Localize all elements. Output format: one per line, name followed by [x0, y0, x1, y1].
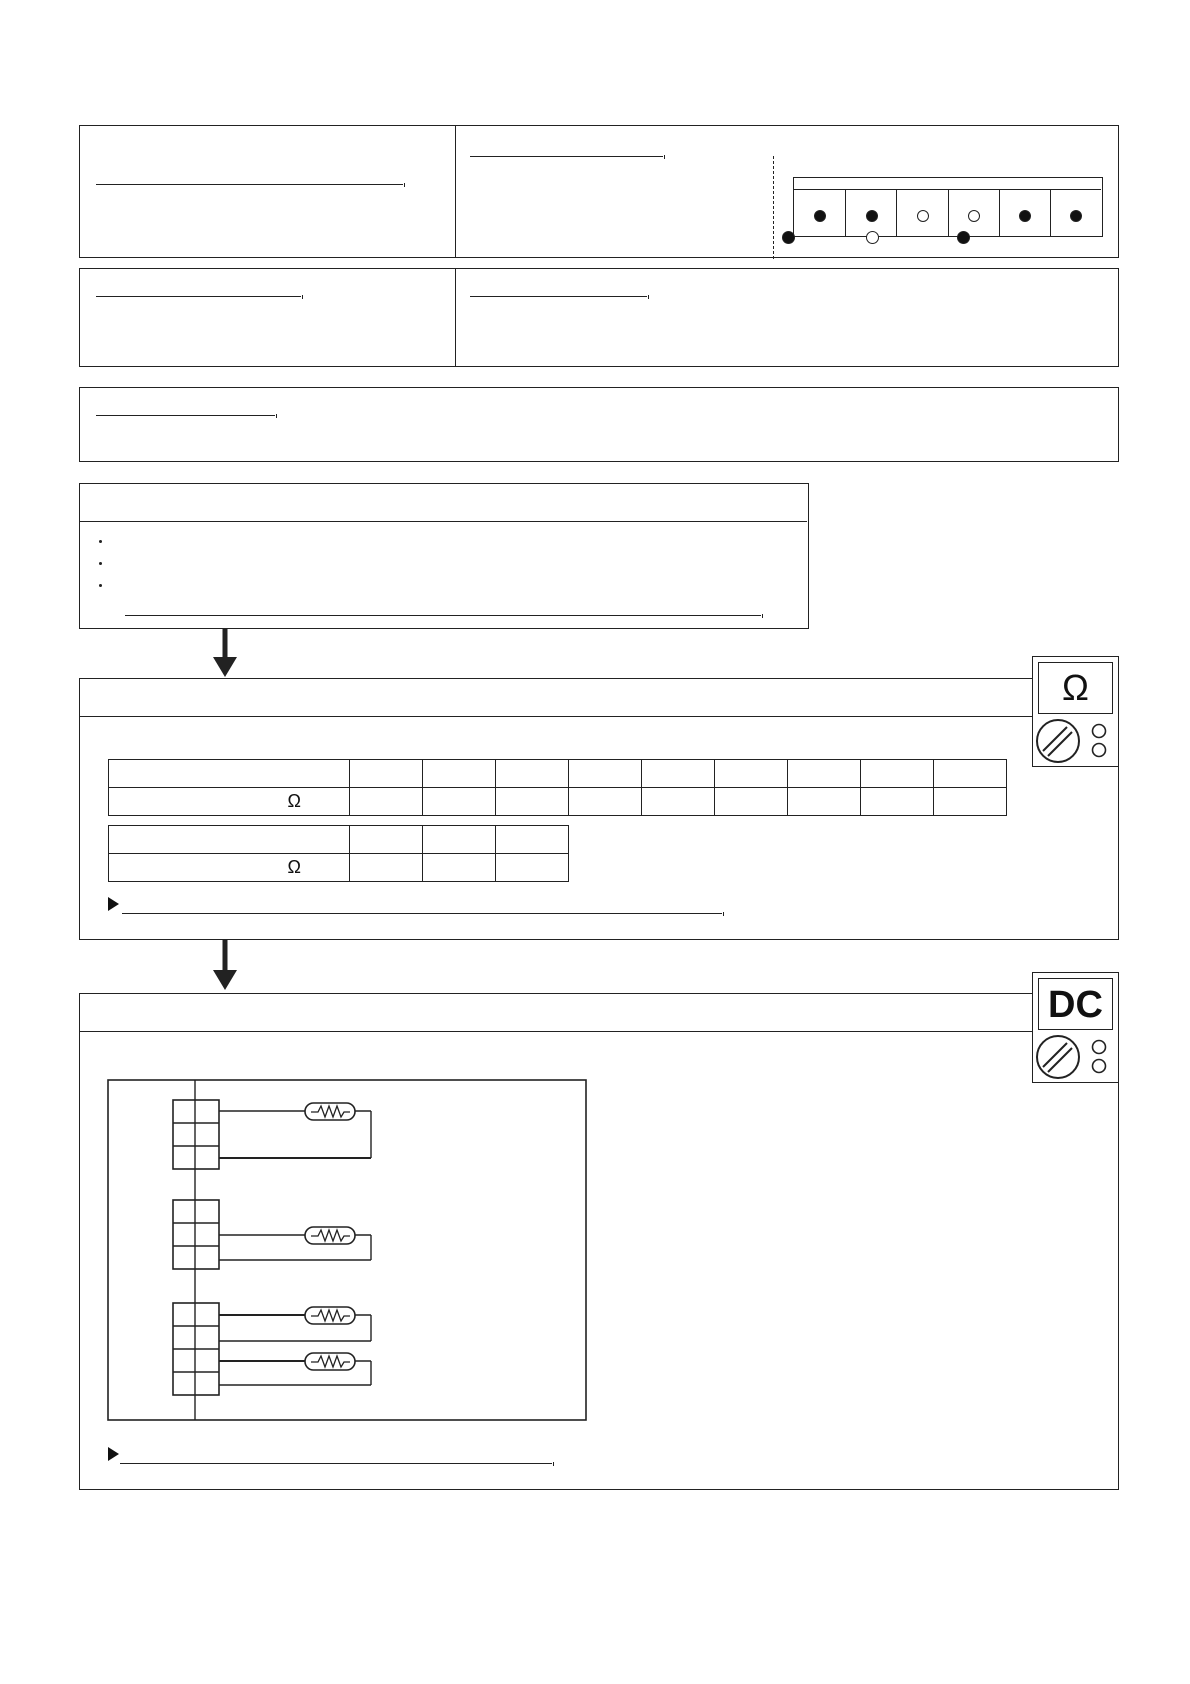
- table-cell: [715, 788, 788, 816]
- ohm-unit-label: Ω: [287, 857, 301, 877]
- info-title-underline: [96, 296, 301, 297]
- table-cell: [496, 854, 569, 882]
- bullet: [99, 562, 102, 565]
- note-pointer-icon: [108, 897, 119, 911]
- ohmmeter-icon: [1032, 656, 1119, 767]
- step-note-underline: [125, 615, 761, 616]
- step-note-underline: [120, 1463, 552, 1464]
- table-cell: [861, 788, 934, 816]
- info-box-left-top: [79, 125, 456, 258]
- resistance-table-1: [108, 759, 1007, 816]
- meter-symbol: DC: [1048, 984, 1103, 1026]
- pin-filled-icon: [1070, 210, 1082, 222]
- table-cell: [496, 788, 569, 816]
- table-cell: [109, 788, 350, 816]
- info-title-underline: [470, 296, 647, 297]
- connector-pin-cell: [1050, 190, 1101, 236]
- table-cell: [423, 788, 496, 816]
- info-box-right-top: [455, 125, 1119, 258]
- legend-open-icon: [866, 231, 879, 244]
- info-title-underline: [96, 415, 275, 416]
- table-cell: [109, 854, 350, 882]
- legend-filled-icon: [957, 231, 970, 244]
- connector-diagram: [793, 177, 1103, 237]
- step-1-box: [79, 483, 809, 629]
- table-cell: [861, 760, 934, 788]
- table-cell: [715, 760, 788, 788]
- info-box-full: [79, 387, 1119, 462]
- meter-symbol: Ω: [1062, 667, 1089, 708]
- flow-arrow: [211, 940, 239, 992]
- step-note-underline: [122, 913, 722, 914]
- table-cell: [423, 826, 496, 854]
- legend-filled-icon: [782, 231, 795, 244]
- connector-pin-cell: [845, 190, 896, 236]
- connector-pin-row: [794, 190, 1101, 236]
- ohm-unit-label: Ω: [287, 791, 301, 811]
- pin-open-icon: [917, 210, 929, 222]
- flow-arrow: [211, 629, 239, 679]
- info-box-right-mid: [455, 268, 1119, 367]
- table-cell: [109, 826, 350, 854]
- connector-pin-cell: [896, 190, 947, 236]
- table-cell: [350, 788, 423, 816]
- resistance-table-2: [108, 825, 569, 882]
- connector-pin-cell: [794, 190, 845, 236]
- table-cell: [934, 760, 1007, 788]
- step-header-rule: [80, 521, 807, 522]
- pin-filled-icon: [814, 210, 826, 222]
- table-cell: [350, 826, 423, 854]
- info-title-underline: [470, 156, 663, 157]
- table-cell: [788, 788, 861, 816]
- table-cell: [350, 760, 423, 788]
- table-cell: [423, 760, 496, 788]
- table-cell: [496, 826, 569, 854]
- dc-voltmeter-icon: [1032, 972, 1119, 1083]
- pin-filled-icon: [866, 210, 878, 222]
- table-cell: [934, 788, 1007, 816]
- meter-display: [1038, 978, 1113, 1030]
- divider-dashed: [773, 156, 774, 259]
- connector-pin-cell: [999, 190, 1050, 236]
- table-cell: [788, 760, 861, 788]
- table-cell: [109, 760, 350, 788]
- meter-display: [1038, 662, 1113, 714]
- connector-pin-cell: [948, 190, 999, 236]
- wiring-diagram: [107, 1079, 589, 1423]
- step-2-box: [79, 678, 1119, 940]
- table-cell: [642, 760, 715, 788]
- table-cell: [569, 788, 642, 816]
- pin-legend: [782, 231, 1002, 249]
- bullet: [99, 584, 102, 587]
- step-header-rule: [80, 1031, 1034, 1032]
- meter-dial-icon: [1033, 717, 1119, 767]
- pin-open-icon: [968, 210, 980, 222]
- table-cell: [642, 788, 715, 816]
- table-cell: [496, 760, 569, 788]
- table-cell: [423, 854, 496, 882]
- info-box-left-mid: [79, 268, 456, 367]
- bullet: [99, 540, 102, 543]
- step-3-box: [79, 993, 1119, 1490]
- step-header-rule: [80, 716, 1034, 717]
- note-pointer-icon: [108, 1447, 119, 1461]
- pin-filled-icon: [1019, 210, 1031, 222]
- table-cell: [569, 760, 642, 788]
- meter-dial-icon: [1033, 1033, 1119, 1083]
- table-cell: [350, 854, 423, 882]
- info-title-underline: [96, 184, 403, 185]
